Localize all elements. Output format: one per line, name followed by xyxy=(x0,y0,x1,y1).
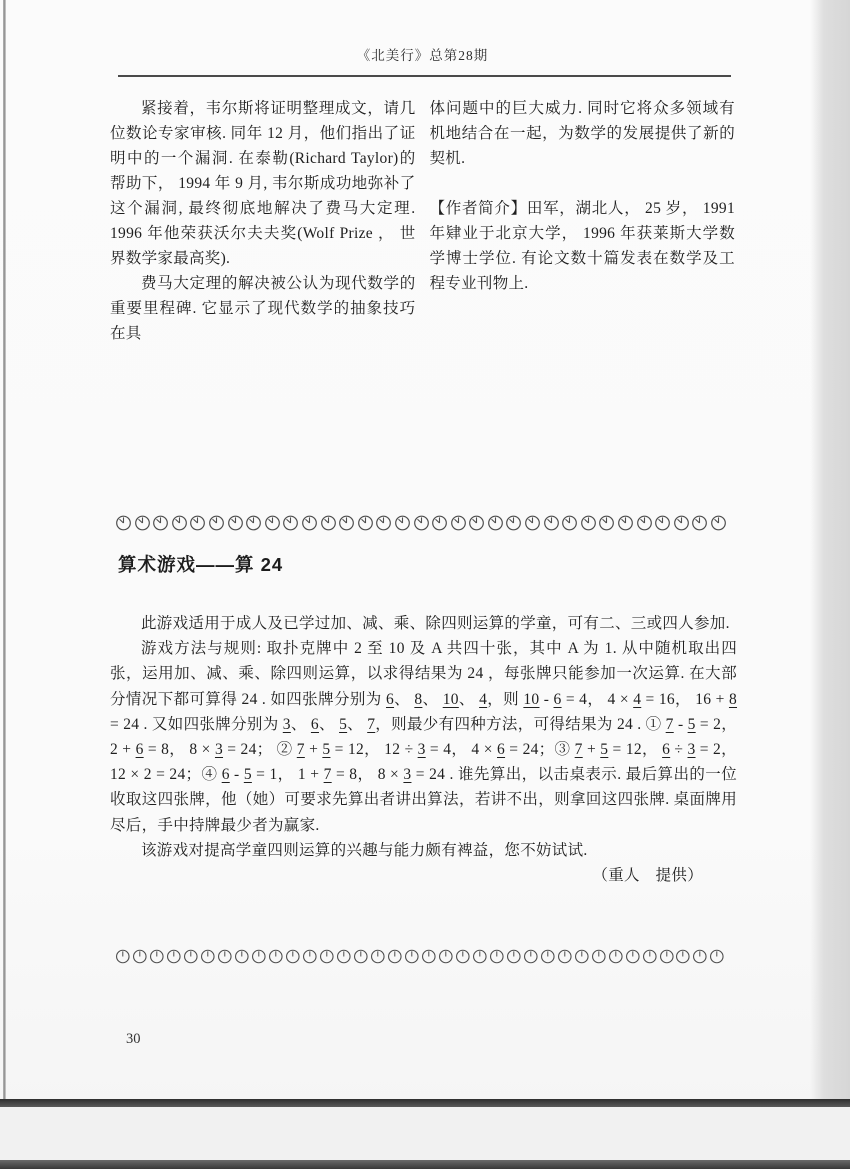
clock-icon xyxy=(625,948,641,965)
author-intro-paragraph: 【作者简介】田军，湖北人， 25 岁， 1991 年肄业于北京大学， 1996 年获莱斯大学数学博士学位. 有论文数十篇发表在数学及工程专业刊物上. xyxy=(429,200,735,292)
clock-icon xyxy=(413,514,430,532)
clock-icon xyxy=(208,514,225,532)
clock-icon xyxy=(149,948,165,965)
card-value-underlined: 5 xyxy=(600,741,609,759)
header-rule xyxy=(118,75,731,77)
text-segment: ，则最少有四种方法，可得结果为 24 . ① xyxy=(375,715,666,733)
left-edge-shadow xyxy=(3,0,6,1169)
left-column xyxy=(110,96,416,346)
card-value-underlined: 6 xyxy=(221,766,230,784)
clock-icon xyxy=(320,514,337,532)
clock-icon xyxy=(617,514,634,532)
clock-icon xyxy=(450,514,467,532)
clock-icon xyxy=(557,948,573,965)
clock-icon xyxy=(251,948,267,965)
text-segment: ，则 xyxy=(487,690,524,708)
card-value-underlined: 5 xyxy=(322,741,331,759)
text-segment: 、 xyxy=(290,715,311,733)
card-value-underlined: 6 xyxy=(135,741,144,759)
text-segment: 、 xyxy=(394,690,415,708)
clock-icon xyxy=(183,948,199,965)
clock-icon xyxy=(598,514,615,532)
card-value-underlined: 5 xyxy=(339,715,348,733)
card-value-underlined: 7 xyxy=(323,766,332,784)
clock-icon xyxy=(234,948,250,965)
text-segment: = 8， 8 × xyxy=(331,766,404,784)
text-segment: = 2， 12 × 2 = 24；④ xyxy=(110,741,737,784)
clock-icon xyxy=(264,514,281,532)
text-segment: - xyxy=(539,690,554,708)
card-value-underlined: 8 xyxy=(728,690,738,708)
text-segment: = 16， 16 + xyxy=(641,690,729,708)
clock-icon xyxy=(189,514,206,532)
clock-icon xyxy=(523,948,539,965)
text-segment: 、 xyxy=(347,715,368,733)
clock-icon xyxy=(319,948,335,965)
card-value-underlined: 7 xyxy=(574,741,583,759)
clock-icon xyxy=(134,514,151,532)
text-segment: 游戏方法与规则: 取扑克牌中 2 至 10 及 A 共四十张，其中 A 为 1. 从中随机取出四张，运用加、减、乘、除四则运算，以求得结果为 24 ，每张牌只能参加一次运算. 在大部分情况下都可算得 24 . 如四张牌分别为 xyxy=(110,640,737,708)
running-head: 《北美行》总第28期 xyxy=(356,48,489,63)
clock-icon xyxy=(710,514,727,532)
text-segment: = 1， 1 + xyxy=(251,766,324,784)
clock-icon xyxy=(404,948,420,965)
game-section xyxy=(110,611,737,888)
text-segment: = 4， 4 × xyxy=(425,741,497,759)
card-value-underlined: 5 xyxy=(243,766,252,784)
clock-icon xyxy=(171,514,188,532)
card-value-underlined: 4 xyxy=(633,690,642,708)
text-segment: = 8， 8 × xyxy=(143,741,215,759)
clock-icon xyxy=(455,948,471,965)
text-segment: ÷ xyxy=(670,741,688,759)
clock-icon xyxy=(692,948,708,965)
clock-icon xyxy=(561,514,578,532)
paragraph: 该游戏对提高学童四则运算的兴趣与能力颇有裨益，您不妨试试. xyxy=(141,841,588,859)
text-segment: = 24；③ xyxy=(505,741,575,759)
clock-icon xyxy=(152,514,169,532)
clock-icon xyxy=(268,948,284,965)
rules-paragraph xyxy=(110,636,737,838)
clock-icon xyxy=(353,948,369,965)
clock-icon xyxy=(691,514,708,532)
clock-icon xyxy=(431,514,448,532)
clock-icon xyxy=(301,514,318,532)
card-value-underlined: 3 xyxy=(417,741,426,759)
clock-icon xyxy=(574,948,590,965)
clock-icon xyxy=(580,514,597,532)
text-segment: = 24 . 谁先算出，以击桌表示. 最后算出的一位收取这四张牌，他（她）可要求先算出者讲出算法，若讲不出，则拿回这四张牌. 桌面牌用尽后，手中持牌最少者为赢家. xyxy=(110,766,738,834)
clock-icon xyxy=(200,948,216,965)
text-segment: = 4， 4 × xyxy=(561,690,634,708)
clock-icon xyxy=(654,514,671,532)
card-value-underlined: 10 xyxy=(523,690,540,708)
clock-icon xyxy=(489,948,505,965)
card-value-underlined: 6 xyxy=(553,690,562,708)
bottom-scan-bar-lower xyxy=(0,1160,850,1169)
clock-icon xyxy=(642,948,658,965)
clock-icon xyxy=(591,948,607,965)
card-value-underlined: 3 xyxy=(282,715,291,733)
clock-icon xyxy=(421,948,437,965)
page-number: 30 xyxy=(126,1031,141,1047)
clock-icon xyxy=(540,948,556,965)
card-value-underlined: 10 xyxy=(442,690,459,708)
clock-icon xyxy=(709,948,725,965)
text-segment: = 12， xyxy=(608,741,663,759)
clock-icon xyxy=(338,514,355,532)
text-segment: = 2， 2 + xyxy=(110,715,738,759)
clock-icon xyxy=(636,514,653,532)
text-segment: + xyxy=(582,741,601,759)
clock-icon xyxy=(302,948,318,965)
clock-icon xyxy=(659,948,675,965)
right-column xyxy=(430,96,736,346)
bottom-scan-strip xyxy=(0,1107,850,1160)
clock-icon xyxy=(227,514,244,532)
clock-icon xyxy=(285,948,301,965)
text-segment: = 12， 12 ÷ xyxy=(330,741,418,759)
text-segment: - xyxy=(673,715,688,733)
paragraph: 此游戏适用于成人及已学过加、减、乘、除四则运算的学童，可有二、三或四人参加. xyxy=(141,615,730,632)
card-value-underlined: 7 xyxy=(296,741,305,759)
text-segment: - xyxy=(229,766,244,784)
text-segment: = 24； ② xyxy=(223,741,297,759)
card-value-underlined: 6 xyxy=(310,715,319,733)
card-value-underlined: 6 xyxy=(385,690,395,708)
clock-icon xyxy=(608,948,624,965)
card-value-underlined: 3 xyxy=(403,766,412,784)
clock-icon xyxy=(438,948,454,965)
text-segment: + xyxy=(304,741,323,759)
card-value-underlined: 6 xyxy=(662,741,671,759)
card-value-underlined: 4 xyxy=(479,690,488,708)
clock-icon xyxy=(675,948,691,965)
clock-icon xyxy=(673,514,690,532)
text-segment: 、 xyxy=(422,690,443,708)
paragraph: 费马大定理的解决被公认为现代数学的重要里程碑. 它显示了现代数学的抽象技巧在具 xyxy=(110,275,416,342)
clock-icon xyxy=(336,948,352,965)
byline: （重人 提供） xyxy=(592,867,703,885)
clock-icon xyxy=(217,948,233,965)
card-value-underlined: 6 xyxy=(497,741,506,759)
text-segment: 、 xyxy=(318,715,340,733)
clock-icon xyxy=(370,948,386,965)
clock-icon xyxy=(506,948,522,965)
clock-icon xyxy=(357,514,374,532)
clock-icon xyxy=(387,948,403,965)
clock-icon xyxy=(505,514,522,532)
clock-icon xyxy=(115,948,131,965)
section-title: 算术游戏——算 24 xyxy=(118,554,284,575)
clock-icon xyxy=(245,514,262,532)
text-segment: 、 xyxy=(458,690,480,708)
clock-icon xyxy=(394,514,411,532)
card-value-underlined: 5 xyxy=(687,715,696,733)
right-edge-shadow xyxy=(810,0,850,1169)
card-value-underlined: 3 xyxy=(214,741,224,759)
card-value-underlined: 8 xyxy=(414,690,423,708)
clock-icon xyxy=(543,514,560,532)
separator-top xyxy=(115,514,735,532)
clock-icon xyxy=(115,514,132,532)
clock-icon xyxy=(132,948,148,965)
clock-icon xyxy=(468,514,485,532)
bottom-scan-bar-upper xyxy=(0,1099,850,1107)
clock-icon xyxy=(472,948,488,965)
clock-icon xyxy=(166,948,182,965)
paragraph: 紧接着，韦尔斯将证明整理成文，请几位数论专家审核. 同年 12 月，他们指出了证明中的一个漏洞. 在泰勒(Richard Taylor)的帮助下， 1994 年 9 月, 韦尔斯成功地弥补了这个漏洞, 最终彻底地解决了费马大定理. 1996 年他荣获沃尔夫夫奖(Wolf Prize ， 世界数学家最高奖). xyxy=(110,100,416,267)
card-value-underlined: 3 xyxy=(687,741,696,759)
clock-icon xyxy=(524,514,541,532)
clock-icon xyxy=(375,514,392,532)
clock-icon xyxy=(282,514,299,532)
article-columns xyxy=(110,96,735,346)
clock-icon xyxy=(487,514,504,532)
paragraph: 体问题中的巨大威力. 同时它将众多领域有机地结合在一起，为数学的发展提供了新的契机. xyxy=(429,100,735,167)
separator-bottom xyxy=(115,948,735,965)
text-segment: = 24 . 又如四张牌分别为 xyxy=(110,715,283,733)
card-value-underlined: 7 xyxy=(367,715,376,733)
card-value-underlined: 7 xyxy=(665,715,674,733)
